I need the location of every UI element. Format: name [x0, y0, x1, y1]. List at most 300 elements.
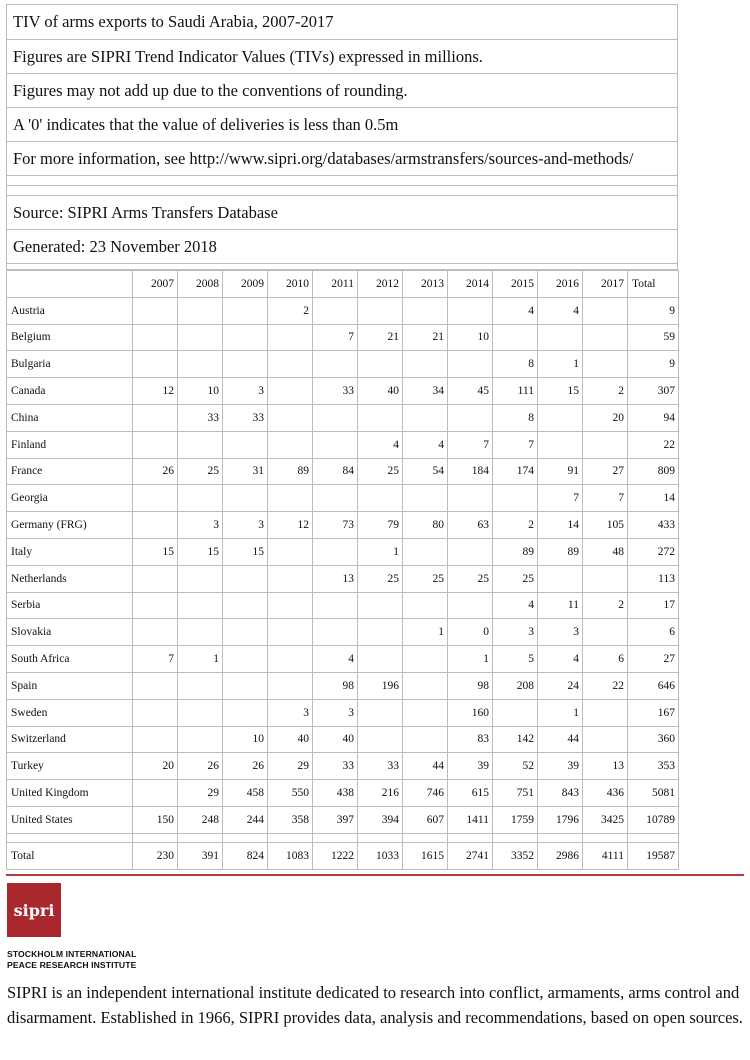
value-cell [178, 485, 223, 512]
value-cell: 14 [628, 485, 679, 512]
table-row [7, 378, 679, 405]
country-name: Germany (FRG) [7, 512, 133, 539]
value-cell [538, 431, 583, 458]
value-cell: 20 [583, 404, 628, 431]
value-cell: 84 [313, 458, 358, 485]
value-cell: 3 [223, 378, 268, 405]
value-cell: 40 [268, 726, 313, 753]
value-cell: 8 [493, 404, 538, 431]
value-cell [493, 324, 538, 351]
value-cell: 1 [538, 351, 583, 378]
value-cell [493, 485, 538, 512]
value-cell [268, 672, 313, 699]
arms-exports-table [6, 270, 679, 870]
value-cell: 160 [448, 699, 493, 726]
value-cell: 7 [583, 485, 628, 512]
country-name: Canada [7, 378, 133, 405]
value-cell: 1759 [493, 806, 538, 833]
value-cell [448, 351, 493, 378]
value-cell [313, 404, 358, 431]
value-cell: 15 [223, 538, 268, 565]
value-cell: 105 [583, 512, 628, 539]
value-cell: 27 [628, 646, 679, 673]
table-total-row [7, 842, 679, 869]
value-cell: 6 [628, 619, 679, 646]
value-cell: 391 [178, 842, 223, 869]
value-cell [358, 646, 403, 673]
value-cell [133, 699, 178, 726]
spacer-cell [493, 833, 538, 842]
value-cell: 433 [628, 512, 679, 539]
column-header: 2007 [133, 271, 178, 298]
value-cell: 1 [448, 646, 493, 673]
value-cell: 8 [493, 351, 538, 378]
value-cell [178, 592, 223, 619]
value-cell [358, 619, 403, 646]
spacer-cell [133, 833, 178, 842]
table-row [7, 324, 679, 351]
value-cell: 10 [448, 324, 493, 351]
spacer-cell [358, 833, 403, 842]
country-name: France [7, 458, 133, 485]
value-cell [133, 512, 178, 539]
value-cell: 7 [448, 431, 493, 458]
value-cell: 3 [178, 512, 223, 539]
value-cell: 94 [628, 404, 679, 431]
value-cell [178, 565, 223, 592]
divider [6, 176, 678, 186]
value-cell: 3425 [583, 806, 628, 833]
value-cell [268, 592, 313, 619]
value-cell: 111 [493, 378, 538, 405]
value-cell [403, 592, 448, 619]
value-cell [133, 726, 178, 753]
table-row [7, 619, 679, 646]
value-cell [313, 351, 358, 378]
country-name: Sweden [7, 699, 133, 726]
value-cell: 1 [358, 538, 403, 565]
value-cell [178, 619, 223, 646]
table-header-row [7, 271, 679, 298]
value-cell [493, 699, 538, 726]
value-cell: 14 [538, 512, 583, 539]
value-cell: 22 [583, 672, 628, 699]
value-cell [403, 404, 448, 431]
value-cell: 1 [538, 699, 583, 726]
column-header: 2009 [223, 271, 268, 298]
value-cell [313, 431, 358, 458]
value-cell: 5081 [628, 780, 679, 807]
value-cell: 20 [133, 753, 178, 780]
value-cell: 615 [448, 780, 493, 807]
value-cell [268, 619, 313, 646]
spacer-cell [538, 833, 583, 842]
column-header: 2010 [268, 271, 313, 298]
value-cell: 6 [583, 646, 628, 673]
value-cell [133, 565, 178, 592]
value-cell: 438 [313, 780, 358, 807]
value-cell [583, 699, 628, 726]
generated-line: Generated: 23 November 2018 [6, 230, 678, 264]
country-name: United Kingdom [7, 780, 133, 807]
value-cell: 52 [493, 753, 538, 780]
logo-text: sipri [13, 900, 55, 920]
value-cell: 2 [268, 297, 313, 324]
value-cell [178, 672, 223, 699]
value-cell [178, 351, 223, 378]
about-text: SIPRI is an independent international institute dedicated to research into conflict, armaments, arms control and disarmament. Established in 1966, SIPRI provides data, analysis and recommendations, based on open sources. [7, 983, 743, 1027]
value-cell: 397 [313, 806, 358, 833]
value-cell: 4 [538, 297, 583, 324]
value-cell: 4 [493, 592, 538, 619]
value-cell [223, 672, 268, 699]
value-cell [358, 592, 403, 619]
spacer-cell [628, 833, 679, 842]
value-cell: 44 [403, 753, 448, 780]
value-cell: 550 [268, 780, 313, 807]
table-row [7, 592, 679, 619]
note-more-info: For more information, see http://www.sipri.org/databases/armstransfers/sources-and-methods/ [6, 142, 678, 176]
column-header-total: Total [628, 271, 679, 298]
value-cell: 1796 [538, 806, 583, 833]
value-cell [583, 351, 628, 378]
value-cell: 458 [223, 780, 268, 807]
value-cell: 29 [268, 753, 313, 780]
value-cell: 0 [448, 619, 493, 646]
value-cell: 272 [628, 538, 679, 565]
value-cell [223, 351, 268, 378]
value-cell: 216 [358, 780, 403, 807]
value-cell: 3352 [493, 842, 538, 869]
value-cell [133, 351, 178, 378]
value-cell: 1411 [448, 806, 493, 833]
country-name: Georgia [7, 485, 133, 512]
value-cell: 2741 [448, 842, 493, 869]
value-cell: 2 [583, 592, 628, 619]
value-cell [583, 297, 628, 324]
column-header: 2017 [583, 271, 628, 298]
value-cell: 824 [223, 842, 268, 869]
value-cell: 2986 [538, 842, 583, 869]
value-cell: 80 [403, 512, 448, 539]
org-name-line: PEACE RESEARCH INSTITUTE [7, 960, 137, 970]
value-cell [583, 619, 628, 646]
total-label: Total [7, 842, 133, 869]
table-row [7, 726, 679, 753]
value-cell: 63 [448, 512, 493, 539]
value-cell: 54 [403, 458, 448, 485]
value-cell: 40 [358, 378, 403, 405]
value-cell: 48 [583, 538, 628, 565]
value-cell [268, 565, 313, 592]
column-header: 2016 [538, 271, 583, 298]
value-cell: 21 [358, 324, 403, 351]
spacer-cell [448, 833, 493, 842]
spacer-cell [313, 833, 358, 842]
column-header: 2011 [313, 271, 358, 298]
value-cell: 4111 [583, 842, 628, 869]
spacer-cell [178, 833, 223, 842]
report-title: TIV of arms exports to Saudi Arabia, 2007-2017 [6, 4, 678, 40]
value-cell: 751 [493, 780, 538, 807]
column-header: 2013 [403, 271, 448, 298]
value-cell [223, 324, 268, 351]
value-cell: 25 [358, 565, 403, 592]
value-cell: 167 [628, 699, 679, 726]
value-cell [268, 404, 313, 431]
table-row [7, 431, 679, 458]
value-cell [358, 351, 403, 378]
value-cell [178, 431, 223, 458]
value-cell [223, 297, 268, 324]
value-cell: 19587 [628, 842, 679, 869]
value-cell: 25 [448, 565, 493, 592]
value-cell [223, 565, 268, 592]
value-cell [133, 592, 178, 619]
value-cell [133, 431, 178, 458]
table-row [7, 780, 679, 807]
value-cell: 79 [358, 512, 403, 539]
value-cell [268, 431, 313, 458]
header-country [7, 271, 133, 298]
value-cell: 360 [628, 726, 679, 753]
value-cell: 607 [403, 806, 448, 833]
value-cell [268, 351, 313, 378]
value-cell: 26 [178, 753, 223, 780]
value-cell [358, 297, 403, 324]
value-cell: 174 [493, 458, 538, 485]
value-cell: 73 [313, 512, 358, 539]
table-row [7, 699, 679, 726]
value-cell: 1 [178, 646, 223, 673]
table-row [7, 404, 679, 431]
value-cell: 39 [448, 753, 493, 780]
value-cell: 358 [268, 806, 313, 833]
value-cell [133, 324, 178, 351]
spacer-cell [268, 833, 313, 842]
value-cell: 353 [628, 753, 679, 780]
value-cell: 248 [178, 806, 223, 833]
value-cell [133, 672, 178, 699]
value-cell [403, 699, 448, 726]
value-cell: 21 [403, 324, 448, 351]
value-cell: 25 [493, 565, 538, 592]
value-cell: 26 [223, 753, 268, 780]
country-name: Bulgaria [7, 351, 133, 378]
value-cell: 4 [538, 646, 583, 673]
country-name: Netherlands [7, 565, 133, 592]
value-cell: 89 [493, 538, 538, 565]
value-cell [403, 351, 448, 378]
value-cell [313, 619, 358, 646]
value-cell: 1222 [313, 842, 358, 869]
value-cell: 809 [628, 458, 679, 485]
value-cell: 89 [538, 538, 583, 565]
value-cell: 7 [538, 485, 583, 512]
value-cell: 3 [538, 619, 583, 646]
sipri-logo [7, 883, 61, 937]
value-cell [178, 297, 223, 324]
org-name-line: STOCKHOLM INTERNATIONAL [7, 949, 137, 959]
value-cell: 34 [403, 378, 448, 405]
value-cell [268, 324, 313, 351]
value-cell [313, 592, 358, 619]
value-cell: 83 [448, 726, 493, 753]
value-cell: 10789 [628, 806, 679, 833]
value-cell: 15 [133, 538, 178, 565]
table-row [7, 646, 679, 673]
value-cell: 10 [223, 726, 268, 753]
value-cell [403, 485, 448, 512]
value-cell: 25 [403, 565, 448, 592]
spacer-cell [403, 833, 448, 842]
value-cell: 33 [313, 753, 358, 780]
value-cell: 208 [493, 672, 538, 699]
value-cell: 22 [628, 431, 679, 458]
value-cell [358, 699, 403, 726]
value-cell: 45 [448, 378, 493, 405]
value-cell [538, 324, 583, 351]
value-cell [133, 485, 178, 512]
org-name [7, 949, 136, 971]
value-cell: 5 [493, 646, 538, 673]
value-cell: 39 [538, 753, 583, 780]
table-row [7, 458, 679, 485]
value-cell [313, 297, 358, 324]
value-cell: 1 [403, 619, 448, 646]
source-line: Source: SIPRI Arms Transfers Database [6, 196, 678, 230]
table-row [7, 297, 679, 324]
value-cell: 7 [133, 646, 178, 673]
value-cell [583, 726, 628, 753]
value-cell: 4 [493, 297, 538, 324]
value-cell [403, 672, 448, 699]
value-cell: 26 [133, 458, 178, 485]
value-cell: 17 [628, 592, 679, 619]
value-cell: 746 [403, 780, 448, 807]
value-cell: 98 [448, 672, 493, 699]
value-cell: 7 [493, 431, 538, 458]
country-name: China [7, 404, 133, 431]
country-name: United States [7, 806, 133, 833]
value-cell [268, 485, 313, 512]
value-cell [223, 619, 268, 646]
value-cell [403, 297, 448, 324]
footer-divider [6, 874, 744, 876]
value-cell [403, 646, 448, 673]
value-cell [133, 404, 178, 431]
value-cell: 44 [538, 726, 583, 753]
table-row [7, 753, 679, 780]
value-cell: 307 [628, 378, 679, 405]
value-cell [313, 538, 358, 565]
value-cell: 25 [178, 458, 223, 485]
country-name: Belgium [7, 324, 133, 351]
value-cell: 1083 [268, 842, 313, 869]
value-cell: 98 [313, 672, 358, 699]
spacer-cell [7, 833, 133, 842]
value-cell [583, 565, 628, 592]
value-cell: 12 [268, 512, 313, 539]
value-cell: 3 [223, 512, 268, 539]
value-cell [178, 699, 223, 726]
value-cell: 230 [133, 842, 178, 869]
value-cell: 113 [628, 565, 679, 592]
value-cell: 3 [313, 699, 358, 726]
value-cell: 4 [313, 646, 358, 673]
value-cell: 394 [358, 806, 403, 833]
table-row [7, 512, 679, 539]
value-cell: 33 [178, 404, 223, 431]
value-cell: 29 [178, 780, 223, 807]
value-cell [448, 538, 493, 565]
value-cell [178, 324, 223, 351]
value-cell: 89 [268, 458, 313, 485]
table-row [7, 565, 679, 592]
country-name: Turkey [7, 753, 133, 780]
value-cell: 91 [538, 458, 583, 485]
table-row [7, 806, 679, 833]
column-header: 2012 [358, 271, 403, 298]
value-cell [133, 297, 178, 324]
table-row [7, 538, 679, 565]
table-row [7, 485, 679, 512]
value-cell: 25 [358, 458, 403, 485]
table-body [7, 297, 679, 869]
value-cell: 184 [448, 458, 493, 485]
note-tiv-units: Figures are SIPRI Trend Indicator Values (TIVs) expressed in millions. [6, 40, 678, 74]
country-name: Finland [7, 431, 133, 458]
note-zero-value: A '0' indicates that the value of deliveries is less than 0.5m [6, 108, 678, 142]
value-cell: 12 [133, 378, 178, 405]
value-cell [358, 726, 403, 753]
value-cell: 1615 [403, 842, 448, 869]
table-row [7, 351, 679, 378]
value-cell: 2 [493, 512, 538, 539]
value-cell [583, 431, 628, 458]
table-row [7, 672, 679, 699]
value-cell [133, 780, 178, 807]
country-name: Spain [7, 672, 133, 699]
country-name: South Africa [7, 646, 133, 673]
value-cell: 646 [628, 672, 679, 699]
country-name: Italy [7, 538, 133, 565]
value-cell: 436 [583, 780, 628, 807]
value-cell [448, 404, 493, 431]
value-cell: 1033 [358, 842, 403, 869]
column-header: 2015 [493, 271, 538, 298]
country-name: Serbia [7, 592, 133, 619]
value-cell: 10 [178, 378, 223, 405]
value-cell [448, 485, 493, 512]
value-cell: 150 [133, 806, 178, 833]
value-cell: 244 [223, 806, 268, 833]
value-cell [403, 538, 448, 565]
value-cell: 9 [628, 351, 679, 378]
value-cell: 4 [403, 431, 448, 458]
value-cell: 3 [268, 699, 313, 726]
value-cell: 59 [628, 324, 679, 351]
column-header: 2014 [448, 271, 493, 298]
value-cell [178, 726, 223, 753]
value-cell: 7 [313, 324, 358, 351]
report-frame [6, 4, 678, 870]
value-cell [313, 485, 358, 512]
value-cell: 843 [538, 780, 583, 807]
value-cell: 11 [538, 592, 583, 619]
value-cell: 3 [493, 619, 538, 646]
value-cell [538, 404, 583, 431]
